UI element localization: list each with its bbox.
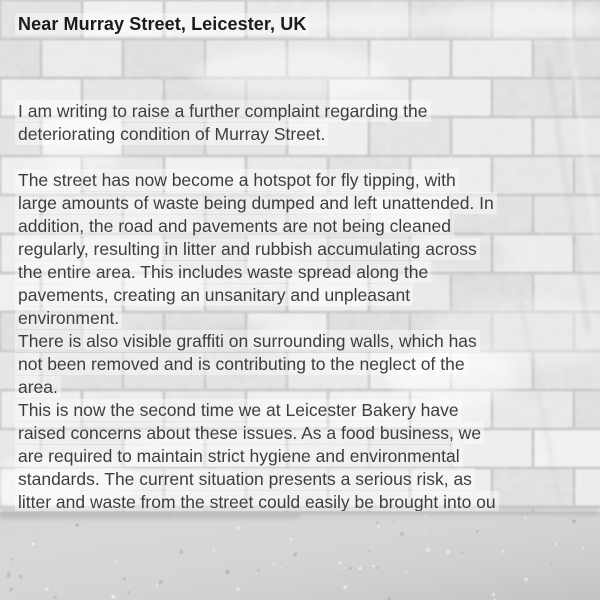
report-text-line: This is now the second time we at Leicester Bakery have [15,399,593,422]
report-text-line: area. [15,376,593,399]
report-description-text [15,100,593,511]
report-text-line: litter and waste from the street could easily be brought into ou [15,491,593,511]
report-text-line: large amounts of waste being dumped and left unattended. In [15,192,593,215]
report-text-line: regularly, resulting in litter and rubbish accumulating across [15,238,593,261]
report-text-line: I am writing to raise a further complaint regarding the [15,100,593,123]
report-text-line: raised concerns about these issues. As a food business, we [15,422,593,445]
report-location-title [15,13,309,36]
report-text-line: pavements, creating an unsanitary and unpleasant [15,284,593,307]
report-text-line: addition, the road and pavements are not being cleaned [15,215,593,238]
report-text-line: not been removed and is contributing to the neglect of the [15,353,593,376]
report-text-line [15,146,593,169]
wall-base-shadow-left [0,514,300,519]
report-text-line: are required to maintain strict hygiene and environmental [15,445,593,468]
report-text-line: environment. [15,307,593,330]
report-text-line: The street has now become a hotspot for fly tipping, with [15,169,593,192]
report-text-line: standards. The current situation presents a serious risk, as [15,468,593,491]
report-text-line: the entire area. This includes waste spread along the [15,261,593,284]
report-text-line: deteriorating condition of Murray Street. [15,123,593,146]
report-text-line: There is also visible graffiti on surrounding walls, which has [15,330,593,353]
report-location-title-text: Near Murray Street, Leicester, UK [15,13,309,35]
ground-shading [0,512,600,600]
